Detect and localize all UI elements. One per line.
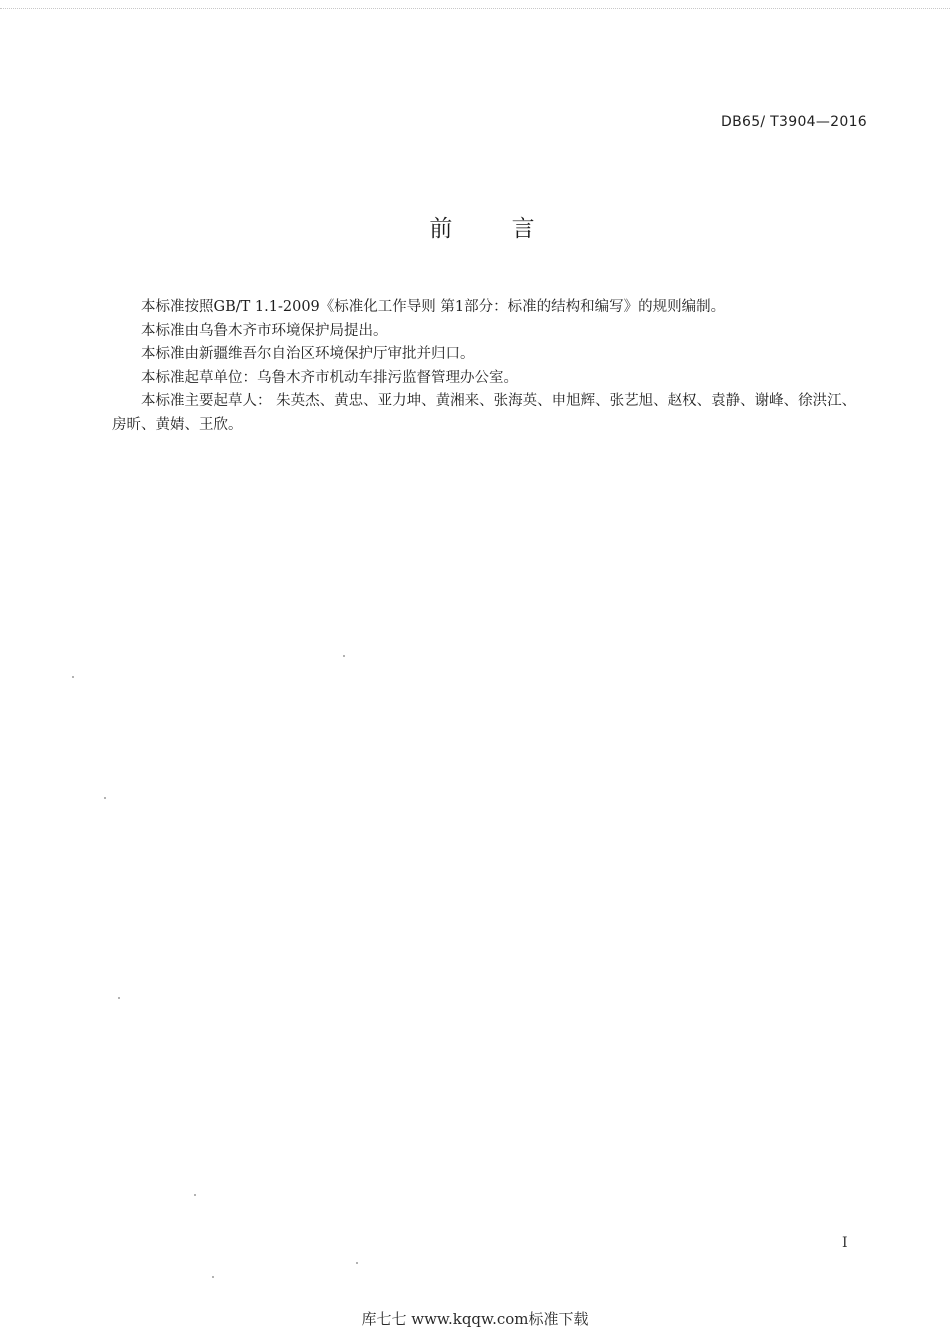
page-title: 前 言 [429,216,561,242]
paragraph-drafting-rules: 本标准按照GB/T 1.1-2009《标准化工作导则 第1部分：标准的结构和编写》的规则编制。 [141,299,726,315]
footer-watermark: 库七七 www.kqqw.com标准下载 [361,1310,589,1328]
scan-speck [118,997,120,999]
scan-speck [212,1276,214,1278]
paragraph-main-drafters: 本标准主要起草人： 朱英杰、黄忠、亚力坤、黄湘来、张海英、申旭辉、张艺旭、赵权、袁静、谢峰、徐洪江、房昕、黄婧、王欣。 [112,393,857,433]
paragraph-proposed-by: 本标准由乌鲁木齐市环境保护局提出。 [141,322,388,339]
scan-speck [72,676,74,678]
scan-speck [104,797,106,799]
scan-top-edge [0,0,950,9]
scan-speck [356,1262,358,1264]
scan-speck [343,655,345,657]
scan-speck [194,1194,196,1196]
paragraph-drafting-unit: 本标准起草单位：乌鲁木齐市机动车排污监督管理办公室。 [141,369,518,386]
standard-code: DB65/ T3904—2016 [721,114,867,130]
paragraph-approved-by: 本标准由新疆维吾尔自治区环境保护厅审批并归口。 [141,346,475,362]
foreword-body [112,296,864,437]
page-number: I [842,1235,848,1251]
